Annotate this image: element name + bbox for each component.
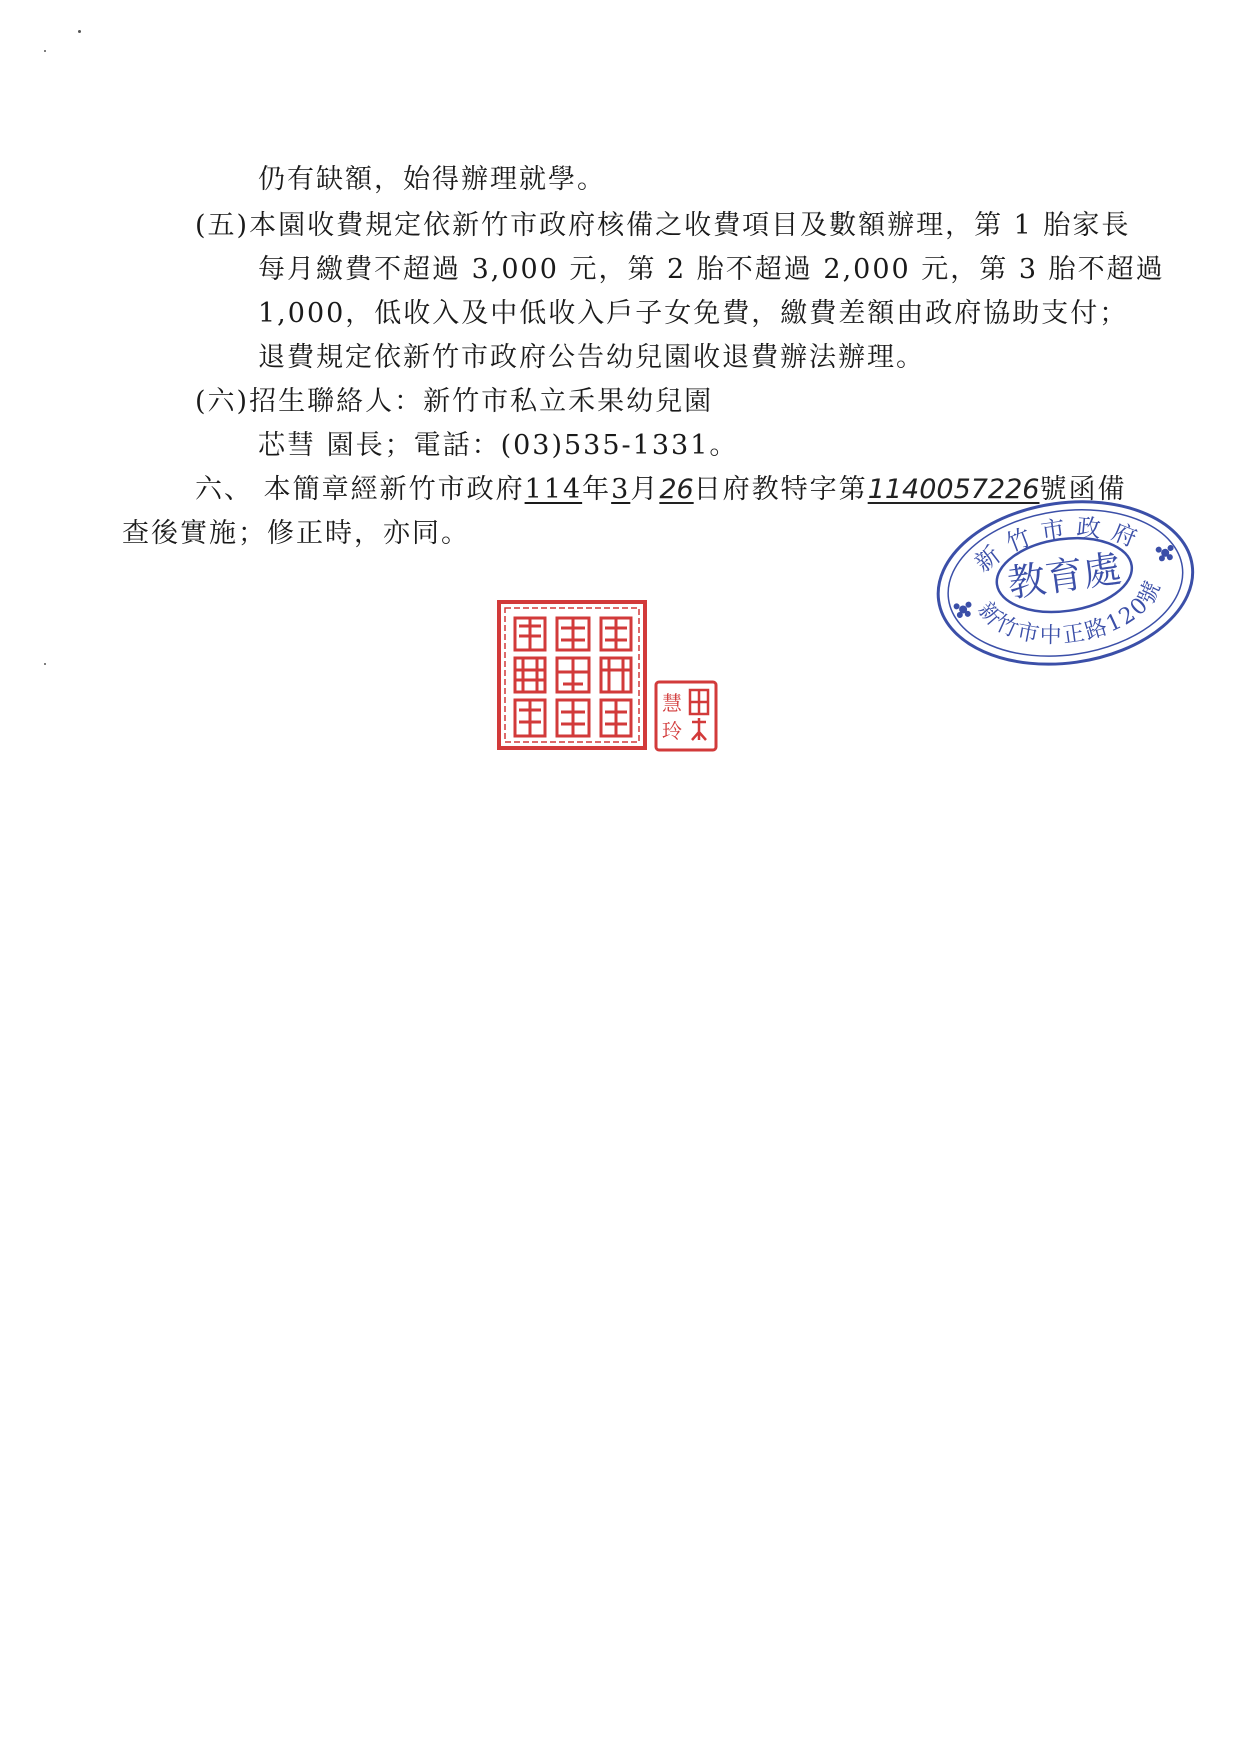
item-six-line-1: (六)招生聯絡人：新竹市私立禾果幼兒園 bbox=[195, 386, 714, 417]
approval-day: 26 bbox=[659, 474, 694, 505]
stamp-center-text: 教育處 bbox=[1004, 546, 1124, 606]
school-official-seal bbox=[497, 600, 647, 750]
scan-speck bbox=[44, 663, 46, 665]
scan-speck bbox=[78, 30, 81, 33]
item-five-line-4: 退費規定依新竹市政府公告幼兒園收退費辦法辦理。 bbox=[258, 342, 925, 373]
month-suffix: 月 bbox=[630, 474, 660, 505]
approval-month: 3 bbox=[611, 474, 631, 505]
seal-char-1: 慧 bbox=[662, 691, 682, 715]
paragraph-line-1: 仍有缺額，始得辦理就學。 bbox=[258, 164, 606, 195]
item-five-line-1: (五)本園收費規定依新竹市政府核備之收費項目及數額辦理，第 1 胎家長 bbox=[195, 210, 1131, 241]
item-five-line-3: 1,000，低收入及中低收入戶子女免費，繳費差額由政府協助支付； bbox=[258, 298, 1129, 329]
section-six-suffix: 號函備 bbox=[1039, 474, 1127, 505]
education-bureau-stamp bbox=[919, 477, 1210, 683]
item-five-line-2: 每月繳費不超過 3,000 元，第 2 胎不超過 2,000 元，第 3 胎不超過 bbox=[258, 254, 1165, 285]
seal-char-2: 玲 bbox=[662, 719, 682, 743]
section-six-line-1 bbox=[195, 470, 1126, 510]
item-six-line-2: 芯彗 園長；電話：(03)535-1331。 bbox=[258, 430, 739, 461]
personal-name-seal bbox=[654, 680, 718, 752]
plum-blossom-icon bbox=[1155, 545, 1175, 562]
document-number: 1140057226 bbox=[867, 474, 1040, 505]
approval-year: 114 bbox=[524, 474, 583, 505]
section-six-line-2: 查後實施；修正時，亦同。 bbox=[122, 518, 470, 549]
plum-blossom-icon bbox=[953, 601, 973, 618]
stamp-top-arc-text: 新竹市政府 bbox=[969, 513, 1151, 578]
section-six-middle: 日府教特字第 bbox=[693, 474, 868, 505]
year-suffix: 年 bbox=[582, 474, 612, 505]
stamp-bottom-arc-text: 新竹市中正路120號 bbox=[972, 576, 1167, 649]
section-six-prefix: 六、 本簡章經新竹市政府 bbox=[195, 474, 525, 505]
scan-speck bbox=[44, 50, 46, 52]
